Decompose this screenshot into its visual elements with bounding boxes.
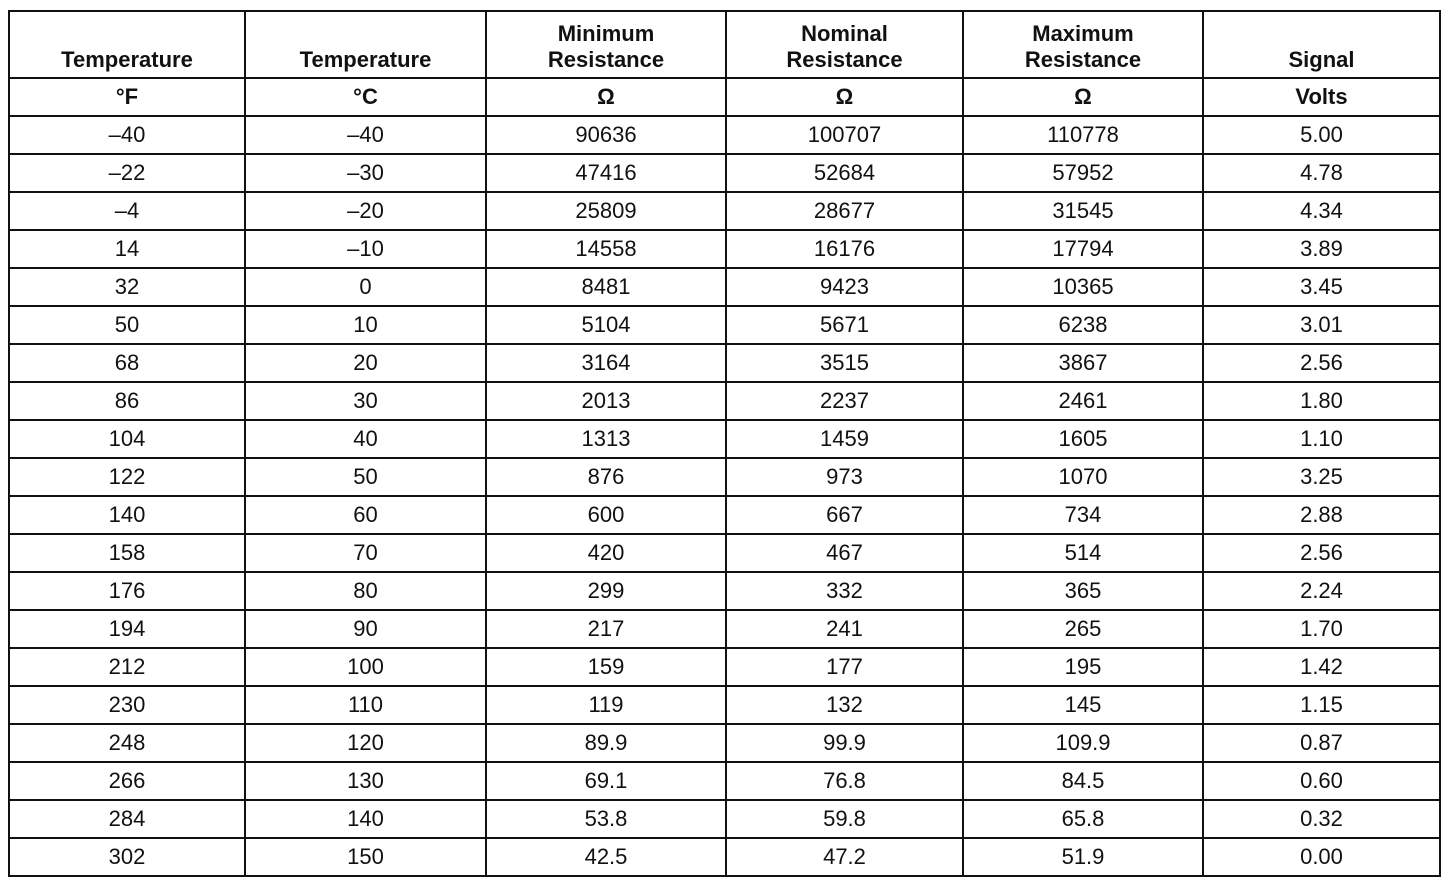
- table-row: [9, 724, 1440, 762]
- cell-min-resistance: 876: [486, 458, 726, 496]
- cell-nominal-resistance: 241: [726, 610, 963, 648]
- header-line: Signal: [1288, 47, 1355, 72]
- cell-temp-f: 284: [9, 800, 245, 838]
- cell-signal-volts: 0.60: [1203, 762, 1440, 800]
- cell-signal-volts: 2.88: [1203, 496, 1440, 534]
- cell-temp-c: 100: [245, 648, 486, 686]
- cell-temp-c: 110: [245, 686, 486, 724]
- table-row: [9, 192, 1440, 230]
- table-row: [9, 458, 1440, 496]
- table-row: [9, 306, 1440, 344]
- table-row: [9, 762, 1440, 800]
- cell-max-resistance: 3867: [963, 344, 1203, 382]
- cell-max-resistance: 145: [963, 686, 1203, 724]
- cell-signal-volts: 0.32: [1203, 800, 1440, 838]
- cell-max-resistance: 10365: [963, 268, 1203, 306]
- cell-max-resistance: 65.8: [963, 800, 1203, 838]
- cell-min-resistance: 8481: [486, 268, 726, 306]
- cell-max-resistance: 1070: [963, 458, 1203, 496]
- cell-signal-volts: 3.01: [1203, 306, 1440, 344]
- cell-nominal-resistance: 973: [726, 458, 963, 496]
- cell-min-resistance: 25809: [486, 192, 726, 230]
- cell-temp-f: –40: [9, 116, 245, 154]
- header-temperature-c: [245, 11, 486, 78]
- cell-min-resistance: 5104: [486, 306, 726, 344]
- header-line: Minimum: [557, 21, 655, 46]
- cell-max-resistance: 57952: [963, 154, 1203, 192]
- header-nominal-resistance: [726, 11, 963, 78]
- cell-nominal-resistance: 3515: [726, 344, 963, 382]
- table-row: [9, 116, 1440, 154]
- cell-nominal-resistance: 1459: [726, 420, 963, 458]
- cell-min-resistance: 2013: [486, 382, 726, 420]
- cell-max-resistance: 51.9: [963, 838, 1203, 876]
- cell-signal-volts: 0.87: [1203, 724, 1440, 762]
- unit-ohm: Ω: [486, 78, 726, 116]
- cell-temp-c: –40: [245, 116, 486, 154]
- table-body: [9, 116, 1440, 876]
- header-line: Resistance: [1024, 47, 1142, 72]
- cell-min-resistance: 299: [486, 572, 726, 610]
- cell-nominal-resistance: 9423: [726, 268, 963, 306]
- table-row: [9, 344, 1440, 382]
- cell-nominal-resistance: 132: [726, 686, 963, 724]
- cell-min-resistance: 53.8: [486, 800, 726, 838]
- cell-temp-c: 120: [245, 724, 486, 762]
- cell-temp-c: 10: [245, 306, 486, 344]
- cell-temp-f: 32: [9, 268, 245, 306]
- header-temperature-f: [9, 11, 245, 78]
- cell-temp-f: 50: [9, 306, 245, 344]
- cell-temp-f: 86: [9, 382, 245, 420]
- cell-temp-c: 20: [245, 344, 486, 382]
- header-line: Nominal: [801, 21, 888, 46]
- cell-min-resistance: 69.1: [486, 762, 726, 800]
- cell-nominal-resistance: 5671: [726, 306, 963, 344]
- cell-temp-c: –10: [245, 230, 486, 268]
- cell-signal-volts: 5.00: [1203, 116, 1440, 154]
- cell-min-resistance: 89.9: [486, 724, 726, 762]
- unit-fahrenheit: °F: [9, 78, 245, 116]
- cell-temp-c: –20: [245, 192, 486, 230]
- cell-temp-c: 150: [245, 838, 486, 876]
- header-line: Resistance: [547, 47, 665, 72]
- table-row: [9, 648, 1440, 686]
- cell-nominal-resistance: 16176: [726, 230, 963, 268]
- header-line: Temperature: [299, 47, 432, 72]
- unit-ohm: Ω: [726, 78, 963, 116]
- table-row: [9, 382, 1440, 420]
- cell-signal-volts: 1.70: [1203, 610, 1440, 648]
- cell-temp-c: 130: [245, 762, 486, 800]
- cell-nominal-resistance: 2237: [726, 382, 963, 420]
- header-row: [9, 11, 1440, 78]
- cell-max-resistance: 1605: [963, 420, 1203, 458]
- table-row: [9, 268, 1440, 306]
- cell-max-resistance: 514: [963, 534, 1203, 572]
- cell-temp-c: 140: [245, 800, 486, 838]
- cell-nominal-resistance: 76.8: [726, 762, 963, 800]
- cell-nominal-resistance: 100707: [726, 116, 963, 154]
- cell-min-resistance: 217: [486, 610, 726, 648]
- header-line: Resistance: [786, 47, 903, 72]
- cell-temp-c: –30: [245, 154, 486, 192]
- table-row: [9, 686, 1440, 724]
- cell-temp-c: 60: [245, 496, 486, 534]
- cell-min-resistance: 47416: [486, 154, 726, 192]
- cell-signal-volts: 3.89: [1203, 230, 1440, 268]
- cell-max-resistance: 109.9: [963, 724, 1203, 762]
- cell-temp-c: 50: [245, 458, 486, 496]
- cell-max-resistance: 195: [963, 648, 1203, 686]
- cell-min-resistance: 1313: [486, 420, 726, 458]
- unit-row: [9, 78, 1440, 116]
- cell-temp-f: –22: [9, 154, 245, 192]
- cell-temp-f: 122: [9, 458, 245, 496]
- header-signal: [1203, 11, 1440, 78]
- cell-signal-volts: 3.45: [1203, 268, 1440, 306]
- cell-nominal-resistance: 47.2: [726, 838, 963, 876]
- cell-temp-f: 194: [9, 610, 245, 648]
- header-line: Temperature: [61, 47, 193, 72]
- table-row: [9, 420, 1440, 458]
- cell-min-resistance: 90636: [486, 116, 726, 154]
- cell-temp-f: 104: [9, 420, 245, 458]
- cell-nominal-resistance: 28677: [726, 192, 963, 230]
- unit-ohm: Ω: [963, 78, 1203, 116]
- cell-temp-f: 158: [9, 534, 245, 572]
- cell-signal-volts: 0.00: [1203, 838, 1440, 876]
- cell-max-resistance: 17794: [963, 230, 1203, 268]
- cell-signal-volts: 1.15: [1203, 686, 1440, 724]
- unit-celsius: °C: [245, 78, 486, 116]
- header-minimum-resistance: [486, 11, 726, 78]
- cell-signal-volts: 2.56: [1203, 534, 1440, 572]
- cell-max-resistance: 84.5: [963, 762, 1203, 800]
- cell-temp-c: 40: [245, 420, 486, 458]
- cell-signal-volts: 4.34: [1203, 192, 1440, 230]
- cell-signal-volts: 1.80: [1203, 382, 1440, 420]
- table-row: [9, 230, 1440, 268]
- cell-nominal-resistance: 177: [726, 648, 963, 686]
- cell-min-resistance: 119: [486, 686, 726, 724]
- table-row: [9, 838, 1440, 876]
- table-row: [9, 496, 1440, 534]
- cell-min-resistance: 600: [486, 496, 726, 534]
- cell-temp-c: 90: [245, 610, 486, 648]
- cell-nominal-resistance: 52684: [726, 154, 963, 192]
- cell-temp-f: 68: [9, 344, 245, 382]
- cell-signal-volts: 3.25: [1203, 458, 1440, 496]
- cell-temp-c: 30: [245, 382, 486, 420]
- cell-temp-c: 0: [245, 268, 486, 306]
- cell-temp-f: –4: [9, 192, 245, 230]
- cell-nominal-resistance: 667: [726, 496, 963, 534]
- header-line: Maximum: [1032, 21, 1134, 46]
- cell-min-resistance: 159: [486, 648, 726, 686]
- table-row: [9, 154, 1440, 192]
- cell-signal-volts: 4.78: [1203, 154, 1440, 192]
- cell-min-resistance: 42.5: [486, 838, 726, 876]
- cell-signal-volts: 2.24: [1203, 572, 1440, 610]
- cell-temp-f: 212: [9, 648, 245, 686]
- cell-max-resistance: 110778: [963, 116, 1203, 154]
- cell-min-resistance: 3164: [486, 344, 726, 382]
- cell-temp-c: 80: [245, 572, 486, 610]
- cell-signal-volts: 1.10: [1203, 420, 1440, 458]
- cell-max-resistance: 734: [963, 496, 1203, 534]
- cell-max-resistance: 2461: [963, 382, 1203, 420]
- cell-temp-f: 14: [9, 230, 245, 268]
- cell-temp-f: 266: [9, 762, 245, 800]
- cell-temp-f: 302: [9, 838, 245, 876]
- header-maximum-resistance: [963, 11, 1203, 78]
- cell-min-resistance: 14558: [486, 230, 726, 268]
- cell-nominal-resistance: 59.8: [726, 800, 963, 838]
- cell-temp-f: 176: [9, 572, 245, 610]
- cell-signal-volts: 1.42: [1203, 648, 1440, 686]
- cell-max-resistance: 31545: [963, 192, 1203, 230]
- cell-temp-f: 248: [9, 724, 245, 762]
- table-row: [9, 610, 1440, 648]
- cell-temp-f: 140: [9, 496, 245, 534]
- table-row: [9, 534, 1440, 572]
- table-row: [9, 800, 1440, 838]
- cell-max-resistance: 265: [963, 610, 1203, 648]
- cell-max-resistance: 365: [963, 572, 1203, 610]
- cell-temp-c: 70: [245, 534, 486, 572]
- cell-max-resistance: 6238: [963, 306, 1203, 344]
- unit-volts: Volts: [1203, 78, 1440, 116]
- cell-nominal-resistance: 99.9: [726, 724, 963, 762]
- cell-nominal-resistance: 467: [726, 534, 963, 572]
- cell-min-resistance: 420: [486, 534, 726, 572]
- cell-nominal-resistance: 332: [726, 572, 963, 610]
- cell-signal-volts: 2.56: [1203, 344, 1440, 382]
- temperature-resistance-table: [8, 10, 1441, 877]
- table-row: [9, 572, 1440, 610]
- cell-temp-f: 230: [9, 686, 245, 724]
